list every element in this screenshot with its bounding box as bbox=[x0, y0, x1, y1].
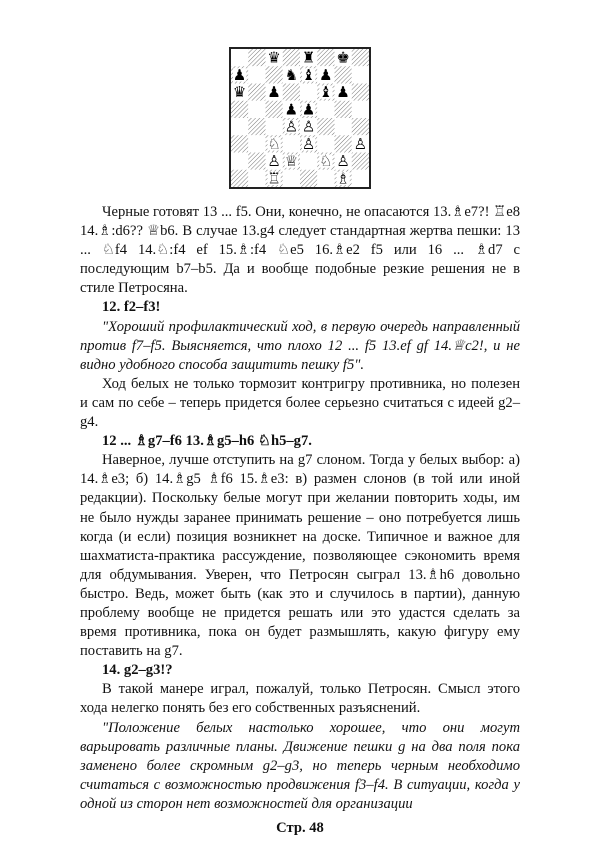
light-square bbox=[283, 135, 300, 152]
chess-piece-icon: ♘ bbox=[267, 134, 281, 153]
chess-board bbox=[231, 49, 369, 187]
light-square bbox=[317, 170, 334, 187]
paragraph: Черные готовят 13 ... f5. Они, конечно, не опасаются 13.♗e7?! ♖e8 14.♗:d6?? ♕b6. В случае 13.g4 следует стандартная жертва пешки: 13 ... ♘f4 14.♘:f4 ef 15.♗:f4 ♘e5 16.♗e2 f5 или 16 ... ♗d7 с последующим b7–b5. Да и вообще подобные резкие решения не в стиле Петросяна. bbox=[80, 204, 520, 297]
chess-piece-icon: ♝ bbox=[301, 65, 316, 84]
dark-square bbox=[231, 101, 248, 118]
chess-piece-icon: ♟ bbox=[301, 100, 316, 119]
move-heading: 14. g2–g3!? bbox=[102, 662, 173, 679]
dark-square bbox=[248, 118, 265, 135]
chess-piece-icon: ♚ bbox=[336, 49, 350, 67]
dark-square bbox=[248, 153, 265, 170]
light-square bbox=[231, 153, 248, 170]
dark-square bbox=[352, 84, 369, 101]
paragraph: Ход белых не только тормозит контригру противника, но полезен и сам по себе – теперь придется более серьезно считаться с идеей g2–g4. bbox=[80, 375, 520, 431]
chess-piece-icon: ♟ bbox=[319, 65, 333, 84]
chess-piece-icon: ♙ bbox=[284, 117, 299, 136]
light-square bbox=[352, 66, 369, 83]
dark-square bbox=[352, 118, 369, 135]
light-square bbox=[248, 66, 265, 83]
chess-piece-icon: ♙ bbox=[336, 152, 350, 171]
light-square bbox=[231, 49, 248, 66]
light-square bbox=[283, 170, 300, 187]
move-heading: 12. f2–f3! bbox=[102, 299, 161, 316]
light-square bbox=[317, 135, 334, 152]
dark-square bbox=[248, 49, 265, 66]
chess-piece-icon: ♟ bbox=[267, 83, 281, 102]
dark-square bbox=[231, 170, 248, 187]
light-square bbox=[266, 118, 283, 135]
dark-square bbox=[335, 135, 352, 152]
chess-piece-icon: ♘ bbox=[319, 152, 333, 171]
light-square bbox=[352, 170, 369, 187]
dark-square bbox=[283, 49, 300, 66]
chess-piece-icon: ♛ bbox=[267, 49, 281, 67]
chess-piece-icon: ♙ bbox=[267, 152, 281, 171]
dark-square bbox=[266, 66, 283, 83]
light-square bbox=[300, 84, 317, 101]
dark-square bbox=[283, 84, 300, 101]
chess-piece-icon: ♕ bbox=[284, 152, 299, 171]
paragraph: В такой манере играл, пожалуй, только Петросян. Смысл этого хода нелегко понять без его собственных разъяснений. bbox=[80, 681, 520, 717]
chess-piece-icon: ♟ bbox=[284, 100, 299, 119]
dark-square bbox=[317, 49, 334, 66]
dark-square bbox=[335, 66, 352, 83]
dark-square bbox=[352, 49, 369, 66]
quote-paragraph: "Хороший профилактический ход, в первую очередь направленный против f7–f5. Выясняется, что плохо 12 ... f5 13.ef gf 14.♕c2!, и не видно удобного способа защитить пешку f5". bbox=[80, 318, 520, 373]
dark-square bbox=[352, 153, 369, 170]
light-square bbox=[231, 118, 248, 135]
light-square bbox=[352, 101, 369, 118]
light-square bbox=[317, 101, 334, 118]
chess-piece-icon: ♜ bbox=[301, 49, 316, 67]
light-square bbox=[248, 101, 265, 118]
quote-paragraph: "Положение белых настолько хорошее, что они могут варьировать различные планы. Движение пешки g на два поля пока заменено более скромным g2–g3, но теперь черным необходимо считаться с возможностью продвижения f3–f4. В ситуации, когда у одной из сторон нет возможностей для организации bbox=[80, 719, 520, 812]
move-heading: 12 ... ♗g7–f6 13.♗g5–h6 ♘h5–g7. bbox=[102, 433, 312, 450]
light-square bbox=[335, 118, 352, 135]
light-square bbox=[248, 170, 265, 187]
chess-piece-icon: ♟ bbox=[232, 65, 247, 84]
chess-piece-icon: ♟ bbox=[336, 83, 350, 102]
chess-diagram bbox=[229, 47, 371, 189]
light-square bbox=[248, 135, 265, 152]
article-text bbox=[80, 203, 520, 814]
chess-piece-icon: ♙ bbox=[301, 134, 316, 153]
dark-square bbox=[335, 101, 352, 118]
dark-square bbox=[317, 118, 334, 135]
chess-piece-icon: ♝ bbox=[319, 83, 333, 102]
dark-square bbox=[266, 101, 283, 118]
paragraph: Наверное, лучше отступить на g7 слоном. Тогда у белых выбор: а) 14.♗e3; б) 14.♗g5 ♗f6 15.♗e3: в) размен слонов (в той или иной редакции). Поскольку белые могут при желании повторить ходы, им не было нужды заранее принимать решение – оно потребуется лишь когда (и если) позиция возникнет на доске. Типичное и важное для шахматиста-практика рассуждение, позволяющее сэкономить время для обдумывания. Уверен, что Петросян сыграл 13.♗h6 довольно быстро. Ведь, может быть (как это и случилось в партии), данную проблему вообще не придется решать или это удастся сделать за время противника, пока он будет размышлять, какую фигуру ему поставить на g7. bbox=[80, 452, 520, 660]
chess-piece-icon: ♞ bbox=[284, 65, 299, 84]
dark-square bbox=[300, 170, 317, 187]
dark-square bbox=[231, 135, 248, 152]
light-square bbox=[300, 153, 317, 170]
chess-piece-icon: ♖ bbox=[267, 169, 281, 187]
dark-square bbox=[248, 84, 265, 101]
page-number: Стр. 48 bbox=[276, 820, 324, 836]
chess-piece-icon: ♙ bbox=[353, 134, 368, 153]
chess-piece-icon: ♙ bbox=[301, 117, 316, 136]
chess-piece-icon: ♛ bbox=[232, 83, 247, 102]
chess-piece-icon: ♗ bbox=[336, 169, 350, 187]
